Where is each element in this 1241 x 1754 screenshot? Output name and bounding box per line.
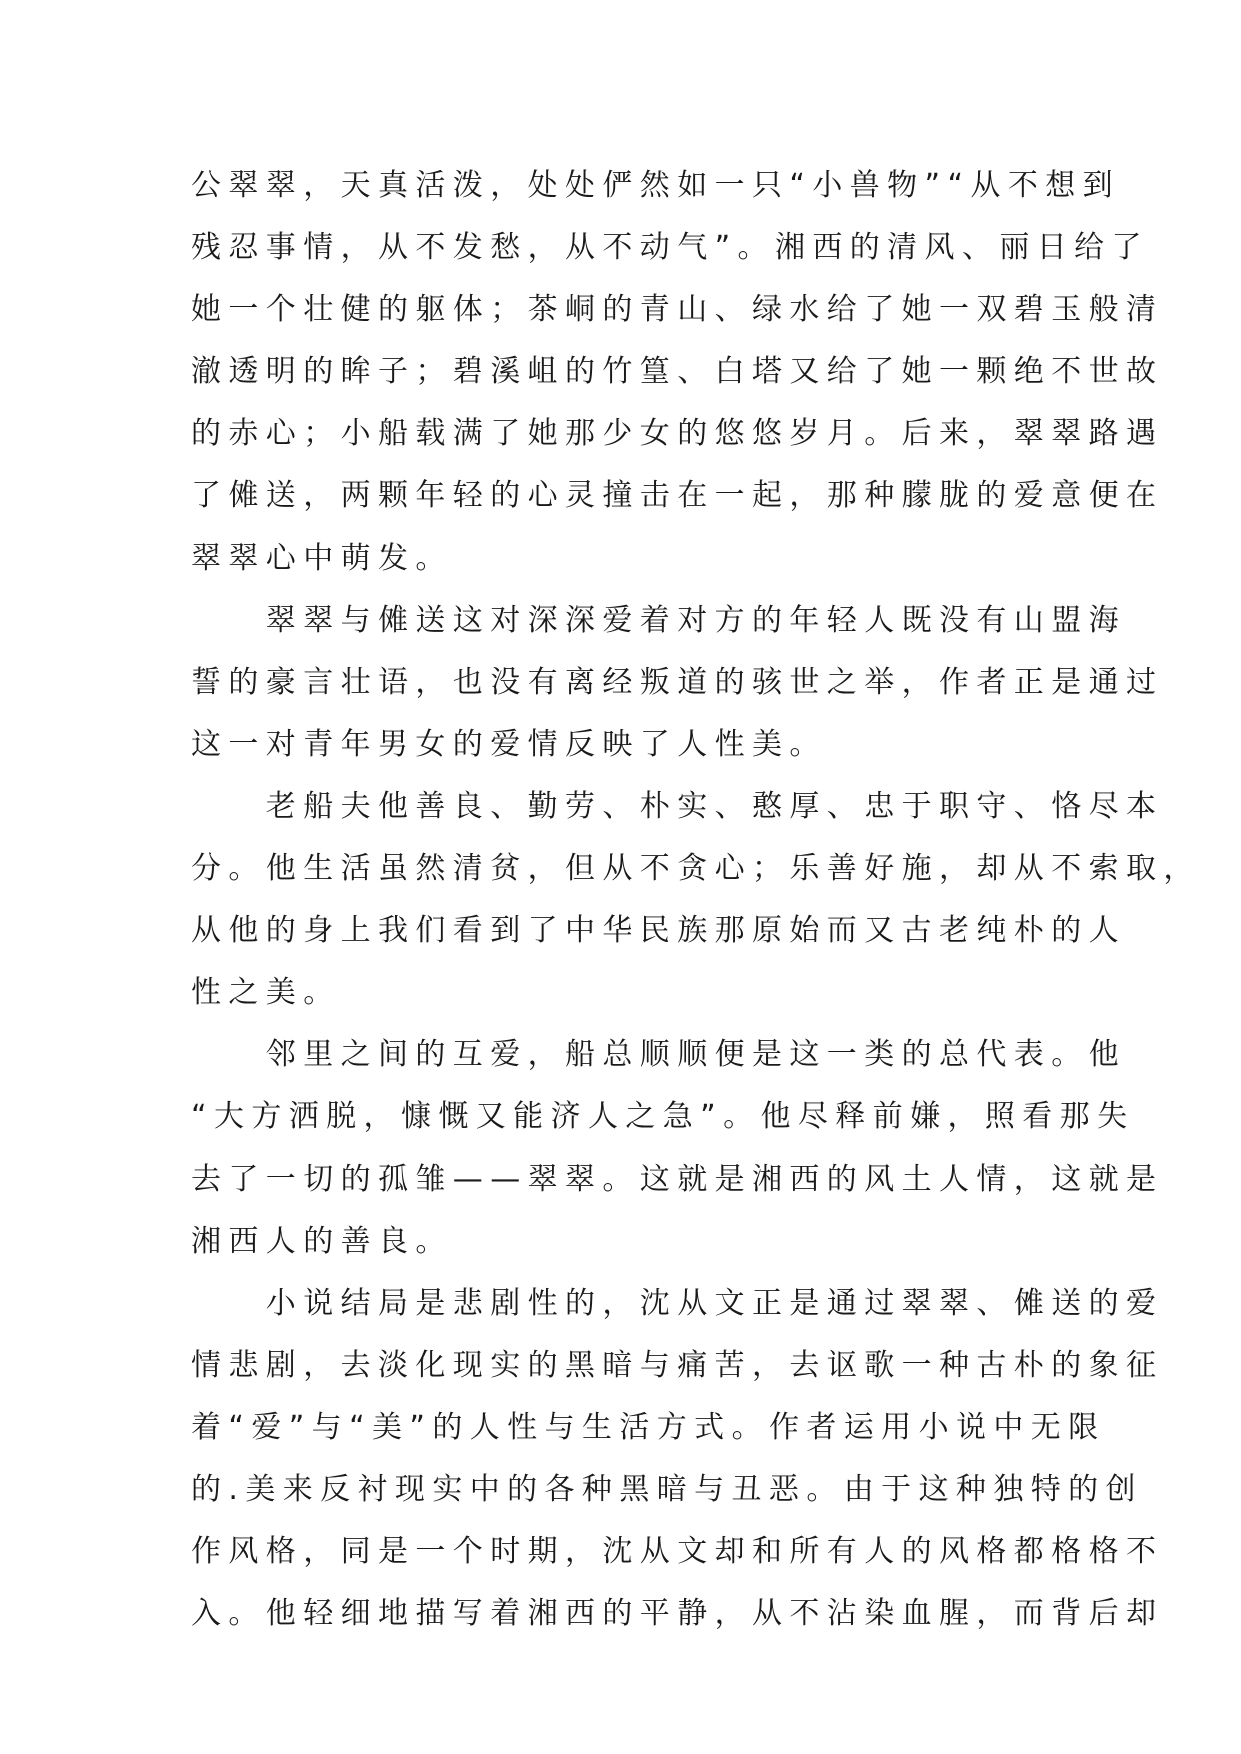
text-line: 情悲剧，去淡化现实的黑暗与痛苦，去讴歌一种古朴的象征 [191,1347,1164,1383]
text-line: 去了一切的孤雏——翠翠。这就是湘西的风土人情，这就是 [191,1161,1164,1197]
text-line: 了傩送，两颗年轻的心灵撞击在一起，那种朦胧的爱意便在 [191,478,1164,514]
text-line: 这一对青年男女的爱情反映了人性美。 [191,726,827,762]
text-line: “大方洒脱，慷慨又能济人之急”。他尽释前嫌，照看那失 [191,1099,1135,1135]
article-body [191,155,1201,1645]
text-line: 分。他生活虽然清贫，但从不贪心；乐善好施，却从不索取， [191,851,1201,887]
text-line: 她一个壮健的躯体；茶峒的青山、绿水给了她一双碧玉般清 [191,292,1164,328]
text-line: 湘西人的善良。 [191,1223,453,1259]
text-line: 翠翠心中萌发。 [191,540,453,576]
text-line: 澈透明的眸子；碧溪岨的竹篁、白塔又给了她一颗绝不世故 [191,354,1164,390]
text-line: 小说结局是悲剧性的，沈从文正是通过翠翠、傩送的爱 [191,1285,1164,1321]
text-line: 的.美来反衬现实中的各种黑暗与丑恶。由于这种独特的创 [191,1471,1143,1507]
text-line: 誓的豪言壮语，也没有离经叛道的骇世之举，作者正是通过 [191,664,1164,700]
text-line: 翠翠与傩送这对深深爱着对方的年轻人既没有山盟海 [191,602,1126,638]
text-line: 的赤心；小船载满了她那少女的悠悠岁月。后来，翠翠路遇 [191,416,1164,452]
text-line: 着“爱”与“美”的人性与生活方式。作者运用小说中无限 [191,1409,1106,1445]
text-line: 邻里之间的互爱，船总顺顺便是这一类的总代表。他 [191,1037,1126,1073]
text-line: 作风格，同是一个时期，沈从文却和所有人的风格都格格不 [191,1534,1164,1570]
text-line: 老船夫他善良、勤劳、朴实、憨厚、忠于职守、恪尽本 [191,788,1164,824]
text-line: 入。他轻细地描写着湘西的平静，从不沾染血腥，而背后却 [191,1596,1164,1632]
text-line: 从他的身上我们看到了中华民族那原始而又古老纯朴的人 [191,913,1126,949]
text-line: 性之美。 [191,975,341,1011]
text-line: 公翠翠，天真活泼，处处俨然如一只“小兽物”“从不想到 [191,168,1121,203]
text-line: 残忍事情，从不发愁，从不动气”。湘西的清风、丽日给了 [191,230,1149,266]
